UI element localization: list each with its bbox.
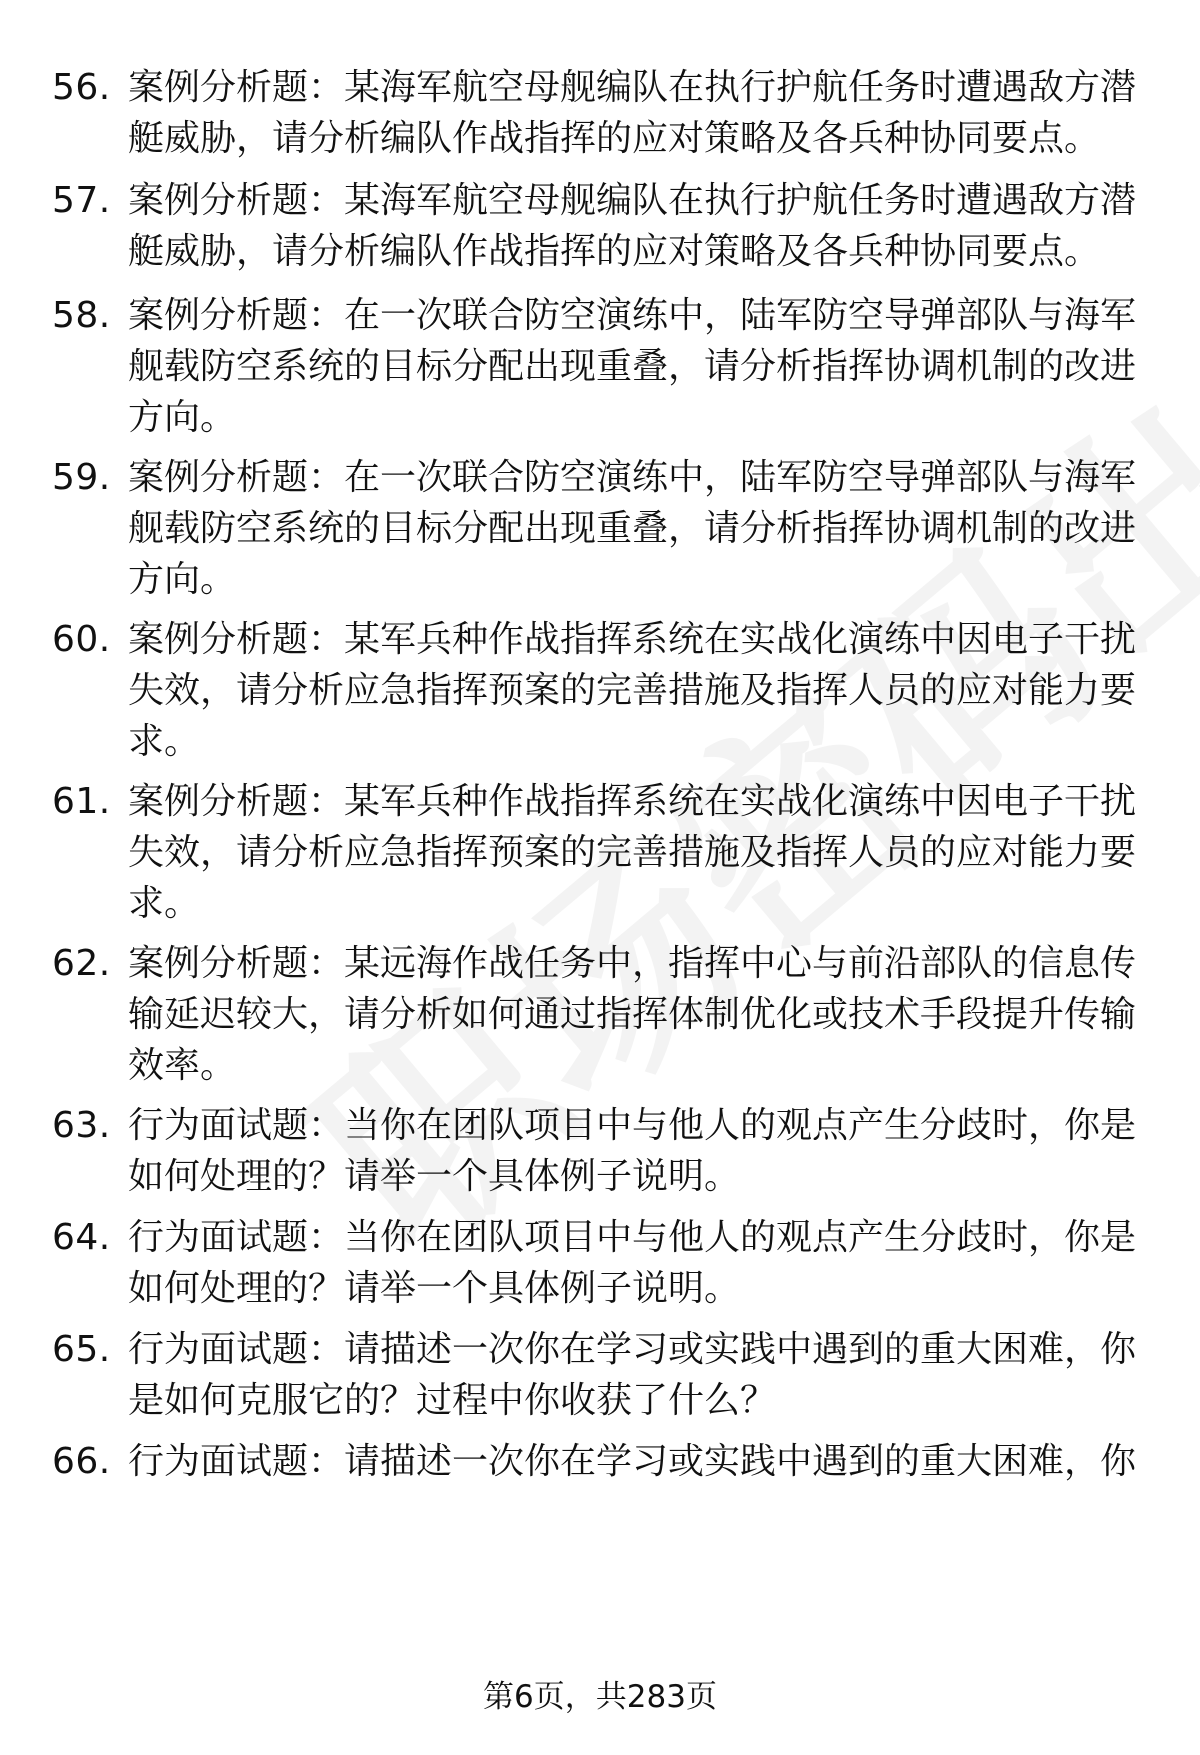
question-number: 66. bbox=[52, 1441, 111, 1482]
question-number: 59. bbox=[52, 457, 111, 498]
question-number: 60. bbox=[52, 619, 111, 660]
question-text: 案例分析题：某海军航空母舰编队在执行护航任务时遭遇敌方潜艇威胁，请分析编队作战指挥的应对策略及各兵种协同要点。 bbox=[128, 67, 1137, 159]
question-text: 案例分析题：某海军航空母舰编队在执行护航任务时遭遇敌方潜艇威胁，请分析编队作战指挥的应对策略及各兵种协同要点。 bbox=[128, 180, 1137, 272]
question-text: 行为面试题：请描述一次你在学习或实践中遇到的重大困难，你是如何克服它的？过程中你收获了什么？ bbox=[128, 1329, 1137, 1421]
question-number: 57. bbox=[52, 180, 111, 221]
question-text: 案例分析题：某军兵种作战指挥系统在实战化演练中因电子干扰失效，请分析应急指挥预案的完善措施及指挥人员的应对能力要求。 bbox=[128, 619, 1137, 762]
question-text: 行为面试题：请描述一次你在学习或实践中遇到的重大困难，你 bbox=[128, 1441, 1137, 1482]
question-number: 58. bbox=[52, 295, 111, 336]
question-text: 案例分析题：在一次联合防空演练中，陆军防空导弹部队与海军舰载防空系统的目标分配出现重叠，请分析指挥协调机制的改进方向。 bbox=[128, 295, 1137, 438]
question-text: 行为面试题：当你在团队项目中与他人的观点产生分歧时，你是如何处理的？请举一个具体例子说明。 bbox=[128, 1105, 1137, 1197]
question-number: 61. bbox=[52, 781, 111, 822]
question-number: 56. bbox=[52, 67, 111, 108]
question-number: 64. bbox=[52, 1217, 111, 1258]
question-text: 案例分析题：某远海作战任务中，指挥中心与前沿部队的信息传输延迟较大，请分析如何通过指挥体制优化或技术手段提升传输效率。 bbox=[128, 943, 1137, 1086]
question-text: 案例分析题：某军兵种作战指挥系统在实战化演练中因电子干扰失效，请分析应急指挥预案的完善措施及指挥人员的应对能力要求。 bbox=[128, 781, 1137, 924]
question-number: 62. bbox=[52, 943, 111, 984]
question-text: 行为面试题：当你在团队项目中与他人的观点产生分歧时，你是如何处理的？请举一个具体例子说明。 bbox=[128, 1217, 1137, 1309]
question-number: 65. bbox=[52, 1329, 111, 1370]
page-footer: 第6页，共283页 bbox=[483, 1679, 717, 1715]
question-text: 案例分析题：在一次联合防空演练中，陆军防空导弹部队与海军舰载防空系统的目标分配出现重叠，请分析指挥协调机制的改进方向。 bbox=[128, 457, 1137, 600]
question-number: 63. bbox=[52, 1105, 111, 1146]
